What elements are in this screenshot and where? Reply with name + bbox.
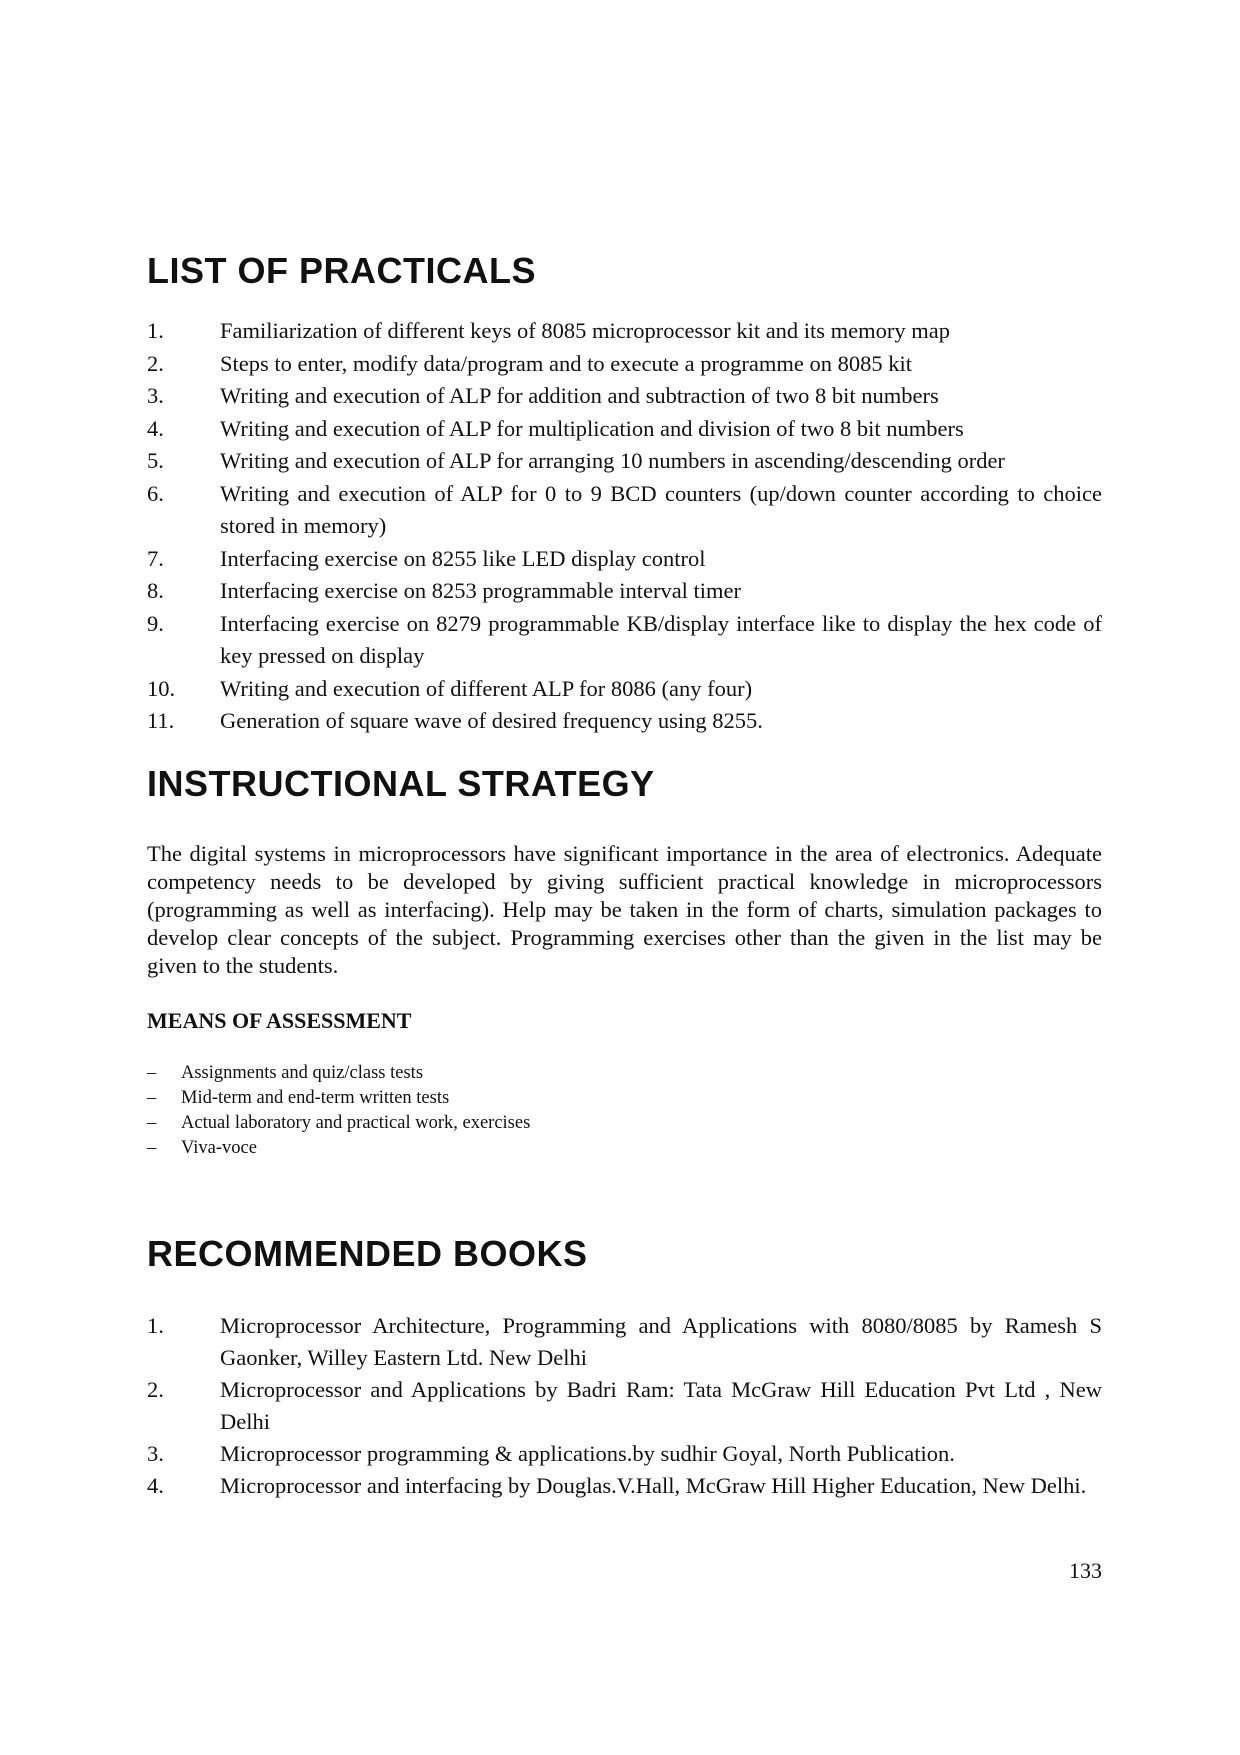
list-item <box>147 413 1102 446</box>
item-text: Viva-voce <box>181 1138 257 1158</box>
item-number: 2. <box>147 350 164 376</box>
item-text: Microprocessor and interfacing by Douglas.V.Hall, McGraw Hill Higher Education, New Delhi. <box>220 1473 1087 1498</box>
list-item <box>147 315 1102 348</box>
list-item <box>147 608 1102 673</box>
item-number: 11. <box>147 708 175 733</box>
item-text: Writing and execution of ALP for multiplication and division of two 8 bit numbers <box>220 415 964 441</box>
item-text: Microprocessor Architecture, Programming and Applications with 8080/8085 by Ramesh S Gaonker, Willey Eastern Ltd. New Delhi <box>220 1313 1102 1370</box>
item-number: 4. <box>147 415 164 441</box>
list-item <box>147 1111 530 1136</box>
item-text: Assignments and quiz/class tests <box>181 1063 424 1083</box>
list-item <box>147 1310 1102 1374</box>
item-text: Familiarization of different keys of 8085 microprocessor kit and its memory map <box>220 318 951 343</box>
practicals-heading: LIST OF PRACTICALS <box>147 250 536 291</box>
item-number: 7. <box>147 545 164 571</box>
item-number: 3. <box>147 1441 164 1466</box>
page-number: 133 <box>1069 1558 1102 1583</box>
list-item <box>147 445 1102 478</box>
item-number: 1. <box>147 318 164 343</box>
dash-bullet: – <box>147 1138 157 1158</box>
list-item <box>147 1086 530 1111</box>
item-text: Microprocessor programming & applications.by sudhir Goyal, North Publication. <box>220 1441 955 1466</box>
item-text: Steps to enter, modify data/program and to execute a programme on 8085 kit <box>220 350 913 376</box>
item-number: 10. <box>147 675 176 701</box>
dash-bullet: – <box>147 1088 157 1108</box>
item-number: 8. <box>147 578 164 603</box>
list-item <box>147 673 1102 706</box>
strategy-paragraph: The digital systems in microprocessors have significant importance in the area of electronics. Adequate competency needs to be developed by giving sufficient practical knowledge in microprocessors (programming as well as interfacing). Help may be taken in the form of charts, simulation packages to develop clear concepts of the subject. Programming exercises other than the given in the list may be given to the students. <box>147 841 1102 978</box>
list-item <box>147 348 1102 381</box>
item-text: Actual laboratory and practical work, exercises <box>181 1113 531 1133</box>
dash-bullet: – <box>147 1113 157 1133</box>
item-number: 1. <box>147 1313 164 1338</box>
books-list <box>147 1310 1102 1502</box>
item-number: 3. <box>147 383 164 408</box>
strategy-heading: INSTRUCTIONAL STRATEGY <box>147 763 655 804</box>
item-number: 6. <box>147 480 164 506</box>
assessment-list <box>147 1061 530 1161</box>
list-item <box>147 1438 1102 1470</box>
list-item <box>147 705 1102 738</box>
list-item <box>147 575 1102 608</box>
list-item <box>147 1061 530 1086</box>
list-item <box>147 1374 1102 1438</box>
item-number: 2. <box>147 1377 164 1402</box>
list-item <box>147 478 1102 543</box>
item-number: 5. <box>147 448 164 473</box>
item-text: Interfacing exercise on 8255 like LED display control <box>220 545 706 571</box>
item-text: Microprocessor and Applications by Badri Ram: Tata McGraw Hill Education Pvt Ltd , New Delhi <box>220 1377 1102 1434</box>
item-text: Mid-term and end-term written tests <box>181 1088 450 1108</box>
list-item <box>147 543 1102 576</box>
item-number: 4. <box>147 1473 164 1498</box>
item-text: Generation of square wave of desired frequency using 8255. <box>220 708 763 733</box>
books-heading: RECOMMENDED BOOKS <box>147 1233 588 1274</box>
item-text: Writing and execution of different ALP for 8086 (any four) <box>220 675 753 701</box>
assessment-heading: MEANS OF ASSESSMENT <box>147 1008 412 1033</box>
list-item <box>147 380 1102 413</box>
item-text: Interfacing exercise on 8253 programmable interval timer <box>220 578 742 603</box>
list-item <box>147 1136 530 1161</box>
item-text: Writing and execution of ALP for 0 to 9 BCD counters (up/down counter according to choice stored in memory) <box>220 480 1102 538</box>
item-text: Writing and execution of ALP for arranging 10 numbers in ascending/descending order <box>220 448 1005 473</box>
item-text: Interfacing exercise on 8279 programmable KB/display interface like to display the hex code of key pressed on display <box>220 610 1102 668</box>
item-text: Writing and execution of ALP for addition and subtraction of two 8 bit numbers <box>220 383 939 408</box>
dash-bullet: – <box>147 1063 157 1083</box>
item-number: 9. <box>147 610 164 636</box>
practicals-list <box>147 315 1102 738</box>
list-item <box>147 1470 1102 1502</box>
